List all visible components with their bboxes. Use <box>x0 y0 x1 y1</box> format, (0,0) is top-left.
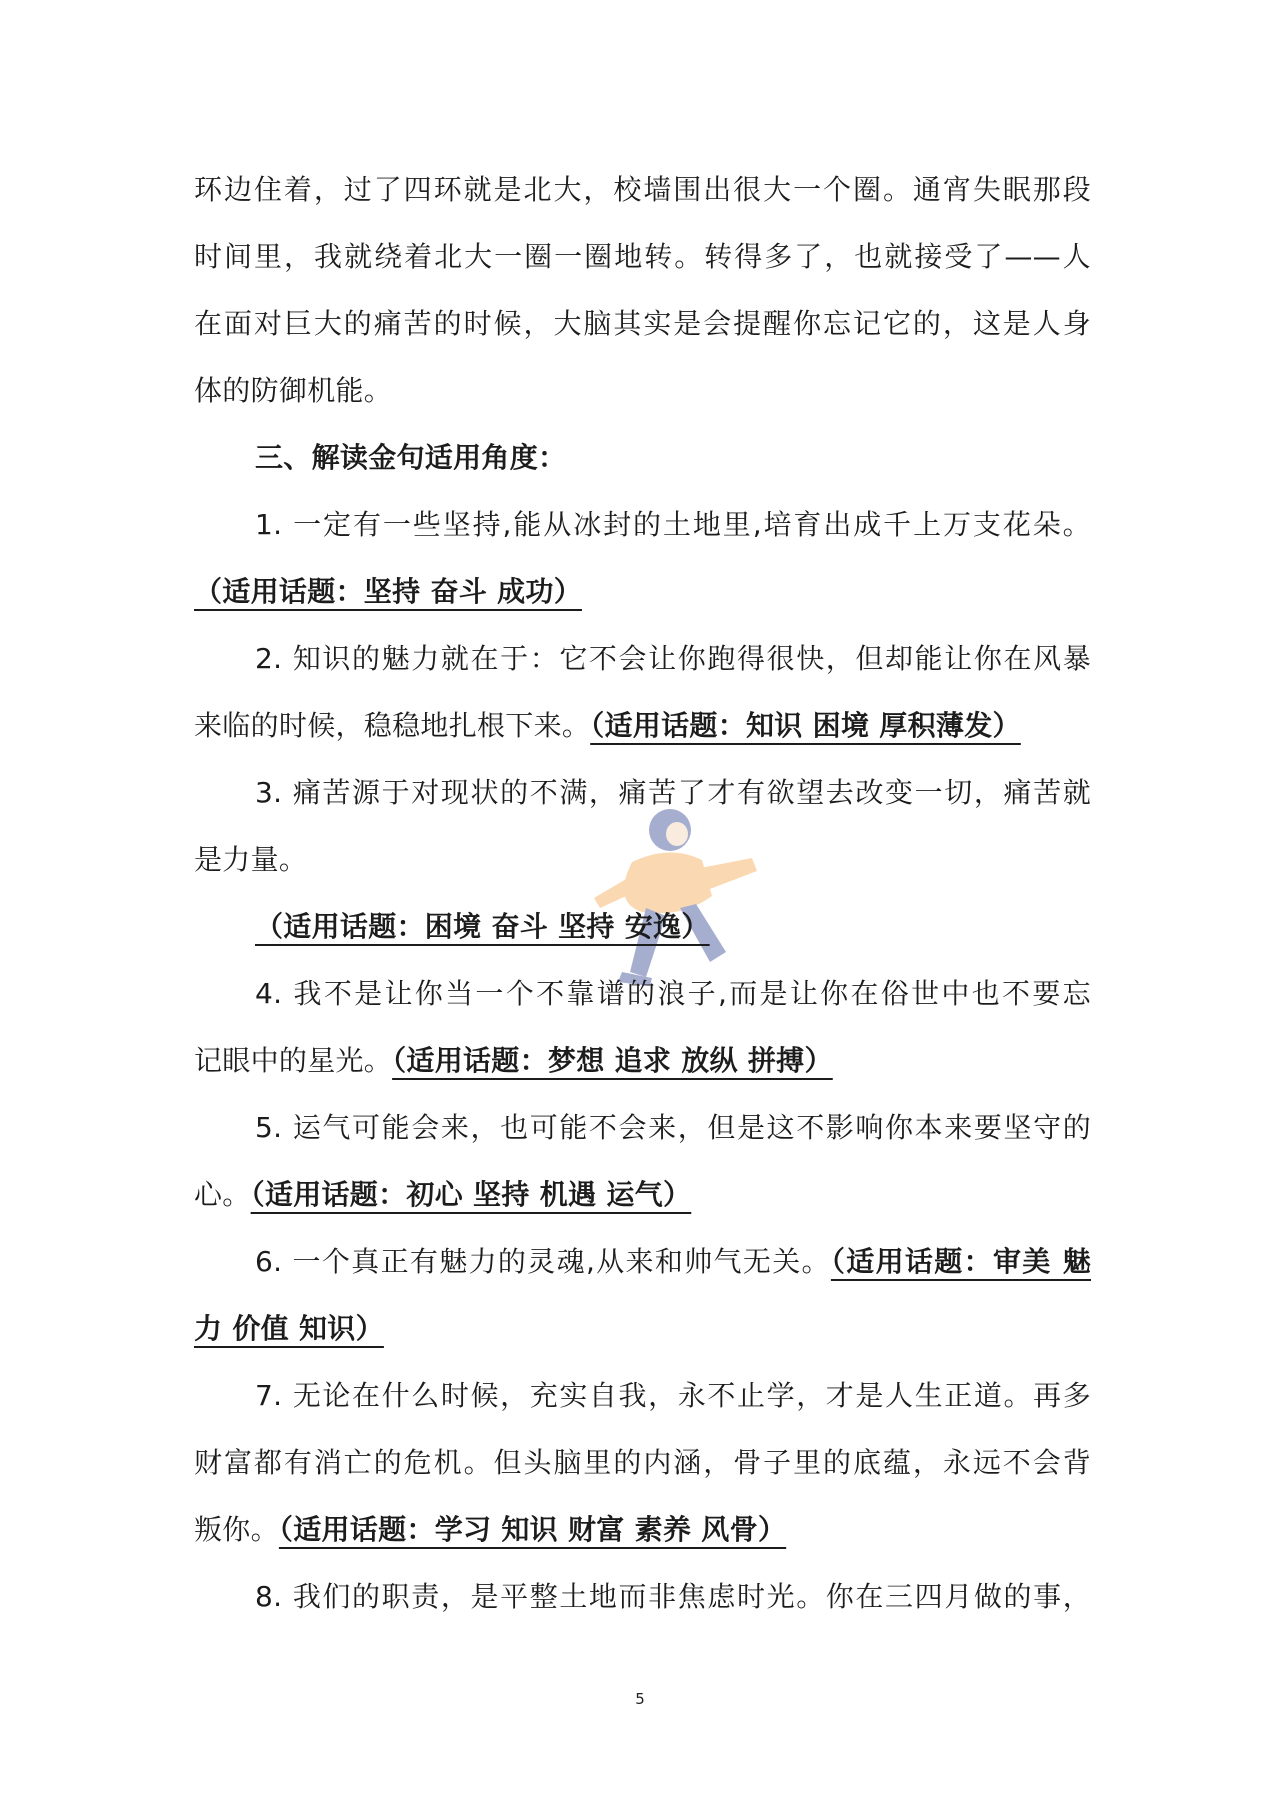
topic-tag: （适用话题：知识 困境 厚积薄发） <box>590 709 1021 742</box>
quote-line <box>194 826 1091 893</box>
quote-text: 5. 运气可能会来，也可能不会来，但是这不影响你本来要坚守的 <box>255 1111 1091 1144</box>
quote-line <box>194 893 1091 960</box>
quote-text: 2. 知识的魅力就在于：它不会让你跑得很快，但却能让你在风暴 <box>255 642 1091 675</box>
quote-line <box>194 759 1091 826</box>
paragraph-text: 时间里，我就绕着北大一圈一圈地转。转得多了，也就接受了——人 <box>194 240 1091 273</box>
quote-text: 记眼中的星光。 <box>194 1044 393 1077</box>
paragraph-line <box>194 357 1091 424</box>
quote-text: 4. 我不是让你当一个不靠谱的浪子,而是让你在俗世中也不要忘 <box>255 977 1091 1010</box>
paragraph-line <box>194 223 1091 290</box>
quote-line <box>194 1228 1091 1295</box>
topic-tag: （适用话题：审美 魅 <box>830 1245 1092 1278</box>
quote-line <box>194 558 1091 625</box>
quote-line <box>194 625 1091 692</box>
quote-text: 7. 无论在什么时候，充实自我，永不止学，才是人生正道。再多 <box>255 1379 1091 1412</box>
quote-text: 财富都有消亡的危机。但头脑里的内涵，骨子里的底蕴，永远不会背 <box>194 1446 1091 1479</box>
paragraph-text: 环边住着，过了四环就是北大，校墙围出很大一个圈。通宵失眠那段 <box>194 173 1091 206</box>
quote-text: 6. 一个真正有魅力的灵魂,从来和帅气无关。 <box>255 1245 831 1278</box>
quote-line <box>194 1362 1091 1429</box>
section-heading: 三、解读金句适用角度： <box>255 441 567 474</box>
paragraph-text: 体的防御机能。 <box>194 374 393 407</box>
quote-line <box>194 1295 1091 1362</box>
quote-text: 8. 我们的职责，是平整土地而非焦虑时光。你在三四月做的事， <box>255 1580 1091 1613</box>
quote-text: 来临的时候，稳稳地扎根下来。 <box>194 709 591 742</box>
quote-text: 3. 痛苦源于对现状的不满，痛苦了才有欲望去改变一切，痛苦就 <box>255 776 1091 809</box>
quote-line <box>194 1161 1091 1228</box>
document-body <box>194 156 1091 1630</box>
paragraph-line <box>194 290 1091 357</box>
quote-line <box>194 1496 1091 1563</box>
paragraph-line <box>194 156 1091 223</box>
paragraph-text: 在面对巨大的痛苦的时候，大脑其实是会提醒你忘记它的，这是人身 <box>194 307 1091 340</box>
quote-line <box>194 491 1091 558</box>
quote-line <box>194 1563 1091 1630</box>
topic-tag: （适用话题：坚持 奋斗 成功） <box>194 575 582 608</box>
topic-tag: 力 价值 知识） <box>194 1312 384 1345</box>
topic-tag: （适用话题：学习 知识 财富 素养 风骨） <box>278 1513 787 1546</box>
quote-line <box>194 1094 1091 1161</box>
quote-line <box>194 692 1091 759</box>
quote-text: 是力量。 <box>194 843 308 876</box>
page-number: 5 <box>635 1690 645 1708</box>
quote-line <box>194 1027 1091 1094</box>
quote-text: 心。 <box>194 1178 251 1211</box>
quote-line <box>194 960 1091 1027</box>
topic-tag: （适用话题：初心 坚持 机遇 运气） <box>250 1178 692 1211</box>
quote-text: 叛你。 <box>194 1513 279 1546</box>
topic-tag: （适用话题：困境 奋斗 坚持 安逸） <box>255 910 710 943</box>
quote-line <box>194 1429 1091 1496</box>
topic-tag: （适用话题：梦想 追求 放纵 拼搏） <box>392 1044 833 1077</box>
quote-text: 1. 一定有一些坚持,能从冰封的土地里,培育出成千上万支花朵。 <box>255 508 1091 541</box>
